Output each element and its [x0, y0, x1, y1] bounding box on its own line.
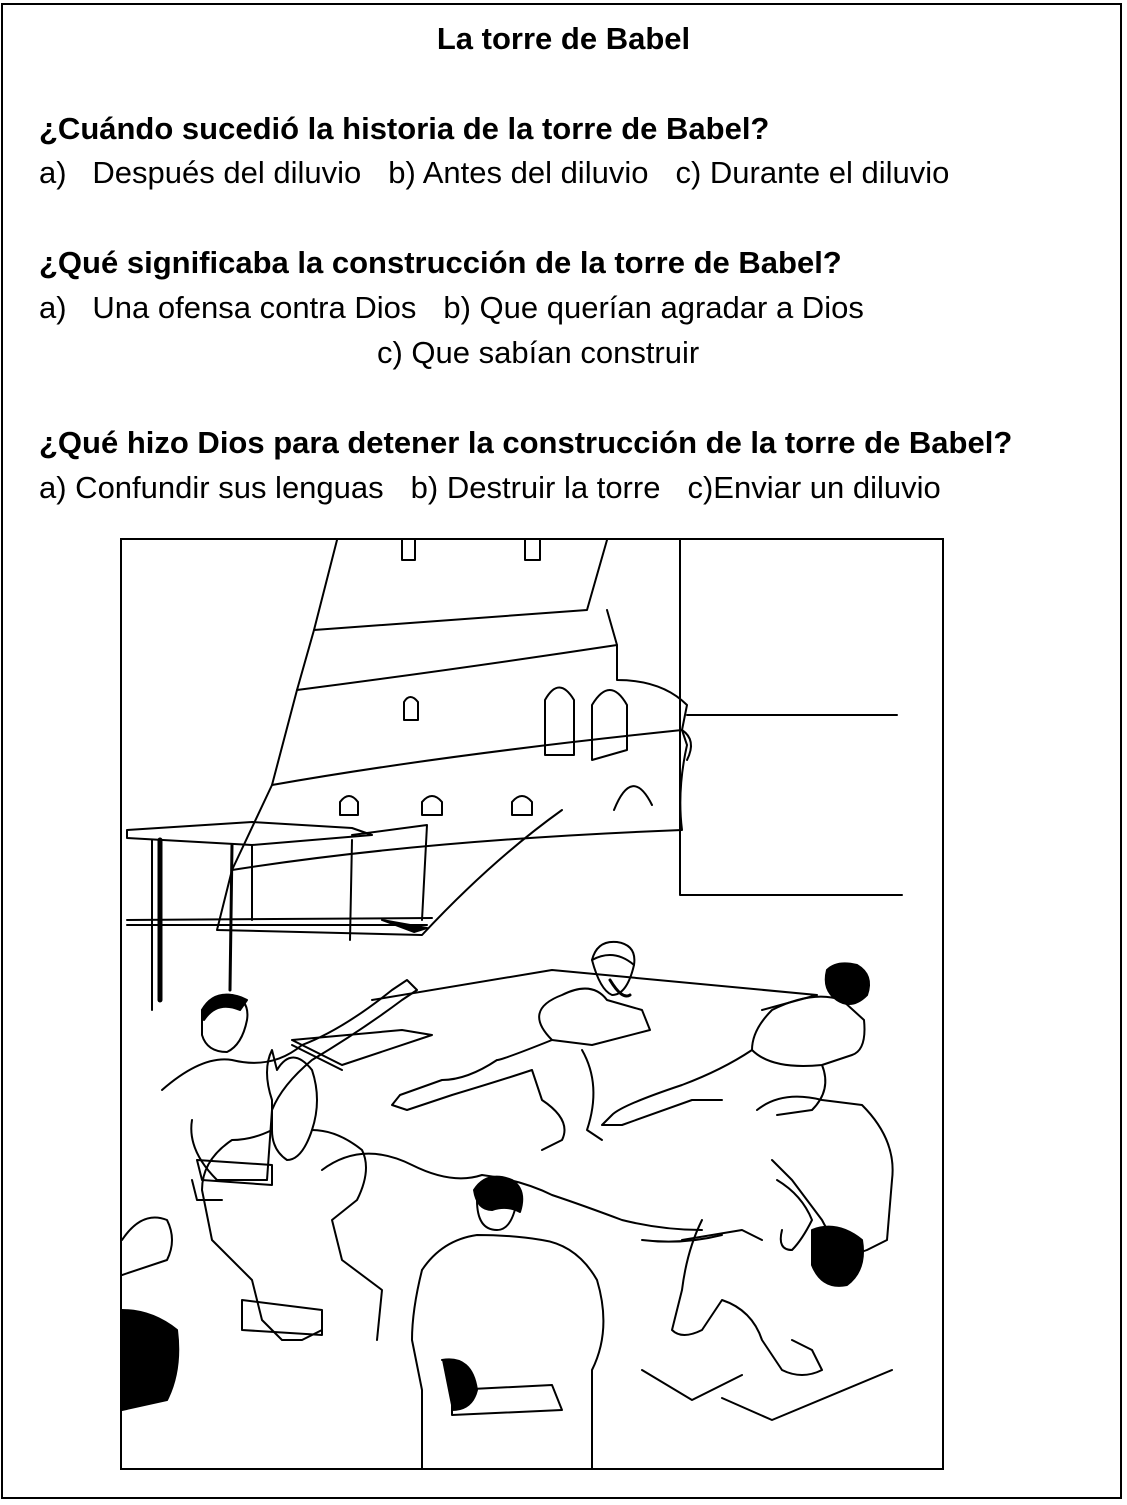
- option-3a: a) Confundir sus lenguas: [39, 470, 384, 505]
- option-1a: a) Después del diluvio: [39, 155, 362, 190]
- workers-icon: [122, 942, 893, 1468]
- tower-of-babel-icon: [122, 540, 942, 1468]
- question-2: ¿Qué significaba la construcción de la torre de Babel?: [39, 245, 842, 280]
- question-3: ¿Qué hizo Dios para detener la construcción de la torre de Babel?: [39, 425, 1013, 460]
- tower-icon: [217, 540, 902, 935]
- planks-icon: [292, 970, 892, 1420]
- option-2c: c) Que sabían construir: [377, 335, 700, 370]
- option-3b: b) Destruir la torre: [410, 470, 661, 505]
- option-1b: b) Antes del diluvio: [388, 155, 649, 190]
- answers-2: [39, 290, 864, 326]
- option-2a: a) Una ofensa contra Dios: [39, 290, 417, 325]
- question-1: ¿Cuándo sucedió la historia de la torre de Babel?: [39, 111, 770, 146]
- tower-of-babel-illustration: [120, 538, 944, 1470]
- worksheet-title: La torre de Babel: [436, 21, 691, 56]
- option-1c: c) Durante el diluvio: [675, 155, 950, 190]
- option-2b: b) Que querían agradar a Dios: [443, 290, 864, 325]
- answers-1: [39, 155, 949, 191]
- option-3c: c)Enviar un diluvio: [687, 470, 941, 505]
- answers-3: [39, 470, 941, 506]
